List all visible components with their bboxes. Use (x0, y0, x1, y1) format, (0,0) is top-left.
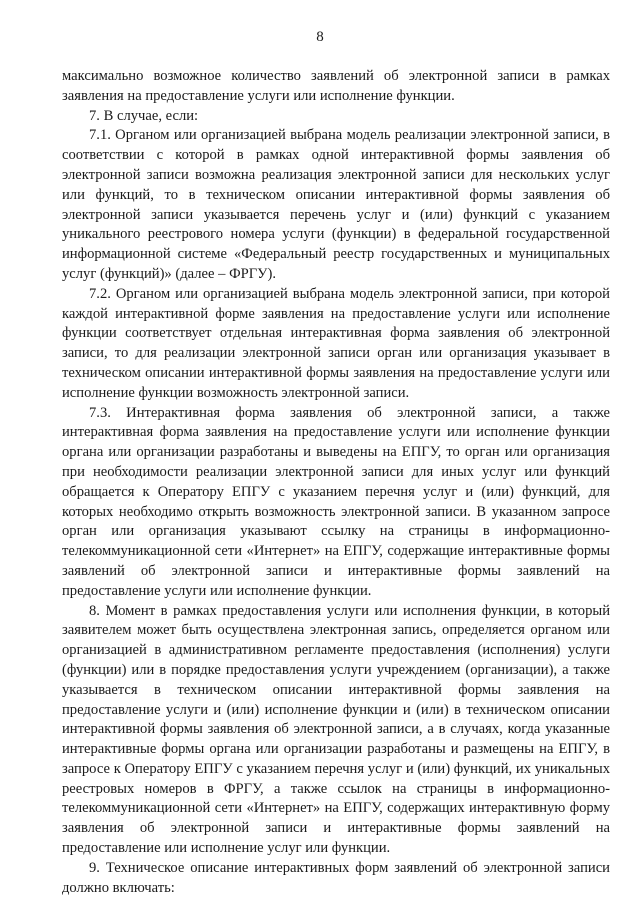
paragraph-7-3: 7.3. Интерактивная форма заявления об электронной записи, а также интерактивная форма заявления на предоставление услуги или исполнение функции органа или организации разработаны и выведены на ЕПГУ, то орган или организация при необходимости реализации электронной записи для иных услуг или функций обращается к Оператору ЕПГУ с указанием перечня услуг и (или) функций, для которых необходимо открыть возможность электронной записи. В указанном запросе орган или организация указывают ссылку на страницы в информационно-телекоммуникационной сети «Интернет» на ЕПГУ, содержащие интерактивные формы заявлений об электронной записи и интерактивные формы заявлений на предоставление услуги или исполнение функции. (62, 404, 610, 599)
paragraph-7-1: 7.1. Органом или организацией выбрана модель реализации электронной записи, в соответствии с которой в рамках одной интерактивной формы заявления об электронной записи возможна реализация электронной записи для нескольких услуг или функций, то в техническом описании интерактивной формы заявления об электронной записи указывается перечень услуг и (или) функций с указанием уникального реестрового номера услуги (функции) в федеральной государственной информационной системе «Федеральный реестр государственных и муниципальных услуг (функций)» (далее – ФРГУ). (62, 127, 610, 282)
page-number: 8 (316, 29, 324, 45)
paragraph-continuation: максимально возможное количество заявлений об электронной записи в рамках заявления на предоставление услуги или исполнение функции. (62, 68, 610, 104)
paragraph-7: 7. В случае, если: (89, 107, 199, 124)
paragraph-7-2: 7.2. Органом или организацией выбрана модель электронной записи, при которой каждой интерактивной форме заявления на предоставление услуги или исполнение функции соответствует отдельная интерактивная форма заявления об электронной записи, то для реализации электронной записи орган или организация указывает в техническом описании интерактивной формы заявления на предоставление услуги или исполнение функции возможность электронной записи. (62, 285, 610, 401)
document-body (62, 67, 610, 898)
paragraph-9: 9. Техническое описание интерактивных форм заявлений об электронной записи должно включать: (62, 859, 610, 896)
paragraph-8: 8. Момент в рамках предоставления услуги или исполнения функции, в который заявителем может быть осуществлена электронная запись, определяется органом или организацией в административном регламенте предоставления (исполнения) услуги (функции) или в порядке предоставления услуги учреждением (организации), а также указывается в техническом описании интерактивной формы заявления на предоставление услуги и (или) исполнение функции и (или) в техническом описании интерактивной формы заявления об электронной записи, а в случаях, когда указанные интерактивные формы органа или организации разработаны и размещены на ЕПГУ, в запросе к Оператору ЕПГУ с указанием перечня услуг и (или) функций, их уникальных реестровых номеров в ФРГУ, а также ссылок на страницы в информационно-телекоммуникационной сети «Интернет» на ЕПГУ, содержащих интерактивную форму заявления об электронной записи и интерактивные формы заявлений на предоставление или исполнение услуг или функции. (62, 602, 610, 857)
